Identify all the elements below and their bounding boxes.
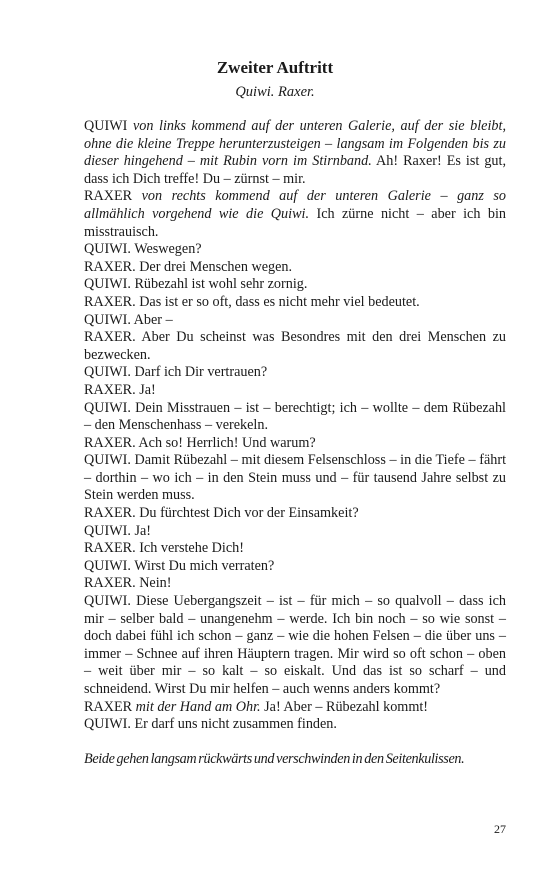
spoken-text: Dein Misstrauen – ist – berechtigt; ich – wollte – dem Rübezahl – den Menschenhass – verekeln. [84,399,507,434]
spoken-text: Aber – [133,311,173,328]
dialogue-line [84,523,506,541]
speaker-name: RAXER [84,188,133,205]
dialogue-list [84,118,506,734]
dialogue-line [84,259,506,277]
speaker-name: QUIWI. [84,364,131,381]
dialogue-line [84,540,506,558]
dialogue-line [84,716,506,734]
dialogue-line [84,329,506,364]
spoken-text: Wirst Du mich verraten? [134,557,275,574]
speaker-name: RAXER. [84,293,136,310]
stage-direction: von links kommend auf der unteren Galerie, auf der sie bleibt, ohne die kleine Treppe herunterzusteigen – langsam im Folgenden bis zu dieser hingehend – mit Rubin vorn im Stirnband. [84,118,507,170]
speaker-name: RAXER. [84,329,136,346]
spoken-text: Er darf uns nicht zusammen finden. [134,716,337,733]
speaker-name: RAXER. [84,575,136,592]
spoken-text: Weswegen? [134,241,202,258]
stage-direction: mit der Hand am Ohr. [135,698,261,715]
speaker-name: RAXER. [84,381,136,398]
dialogue-line [84,400,506,435]
speaker-name: QUIWI. [84,241,131,258]
dialogue-line [84,593,506,699]
dialogue-line [84,276,506,294]
spoken-text: Der drei Menschen wegen. [139,258,293,275]
dialogue-line [84,505,506,523]
scene-characters: Quiwi. Raxer. [235,84,315,100]
speaker-name: QUIWI. [84,311,131,328]
spoken-text: Ja! Aber – Rübezahl kommt! [264,698,429,715]
spoken-text: Ich zürne nicht – aber ich bin misstrauisch. [84,205,507,240]
speaker-name: RAXER [84,698,133,715]
dialogue-line [84,435,506,453]
speaker-name: RAXER. [84,434,136,451]
spoken-text: Rübezahl ist wohl sehr zornig. [134,276,308,293]
dialogue-line [84,382,506,400]
page-number: 27 [494,822,506,836]
scene-title: Zweiter Auftritt [216,58,334,77]
dialogue-line [84,312,506,330]
spoken-text: Ja! [134,522,151,539]
dialogue-line [84,575,506,593]
stage-direction: von rechts kommend auf der unteren Galerie – ganz so allmählich vorgehend wie die Quiwi. [84,188,507,222]
dialogue-line [84,452,506,505]
dialogue-line [84,294,506,312]
spoken-text: Ich verstehe Dich! [139,540,244,557]
spoken-text: Nein! [139,575,172,592]
spoken-text: Diese Uebergangszeit – ist – für mich – so qualvoll – dass ich mir – selber bald – unangenehm – werde. Ich bin noch – so wie sonst – doch dabei fühl ich schon – ganz – wie die hohen Felsen – die über uns – immer – Schnee auf ihren Häuptern tragen. Mir wird so oft schon – oben – weit über mir – so kalt – so eiskalt. Und das ist so scharf – und schneidend. Wirst Du mir helfen – auch wenns anders kommt? [84,593,507,697]
speaker-name: QUIWI [84,118,128,134]
spoken-text: Du fürchtest Dich vor der Einsamkeit? [139,505,359,522]
dialogue-line [84,188,506,241]
speaker-name: RAXER. [84,505,136,522]
speaker-name: QUIWI. [84,399,131,416]
spoken-text: Ah! Raxer! Es ist gut, dass ich Dich treffe! Du – zürnst – mir. [84,153,507,187]
speaker-name: QUIWI. [84,452,131,469]
spoken-text: Damit Rübezahl – mit diesem Felsenschloss – in die Tiefe – fährt – dorthin – wo ich – in den Stein muss und – für tausend Jahre selbst zu Stein werden muss. [84,452,507,504]
dialogue-line [84,118,506,188]
dialogue-line [84,699,506,717]
speaker-name: QUIWI. [84,593,131,610]
spoken-text: Aber Du scheinst was Besondres mit den drei Menschen zu bezwecken. [84,329,506,363]
speaker-name: RAXER. [84,540,136,557]
spoken-text: Darf ich Dir vertrauen? [134,364,268,381]
dialogue-line [84,241,506,259]
speaker-name: QUIWI. [84,557,131,574]
spoken-text: Das ist er so oft, dass es nicht mehr viel bedeutet. [139,293,420,310]
speaker-name: QUIWI. [84,522,131,539]
speaker-name: QUIWI. [84,276,131,293]
spoken-text: Ja! [139,381,156,398]
closing-stage-direction: Beide gehen langsam rückwärts und verschwinden in den Seitenkulissen. [84,751,465,768]
dialogue-body [84,118,506,769]
speaker-name: RAXER. [84,258,136,275]
dialogue-line [84,364,506,382]
dialogue-line [84,558,506,576]
speaker-name: QUIWI. [84,716,131,733]
spoken-text: Ach so! Herrlich! Und warum? [138,434,316,451]
